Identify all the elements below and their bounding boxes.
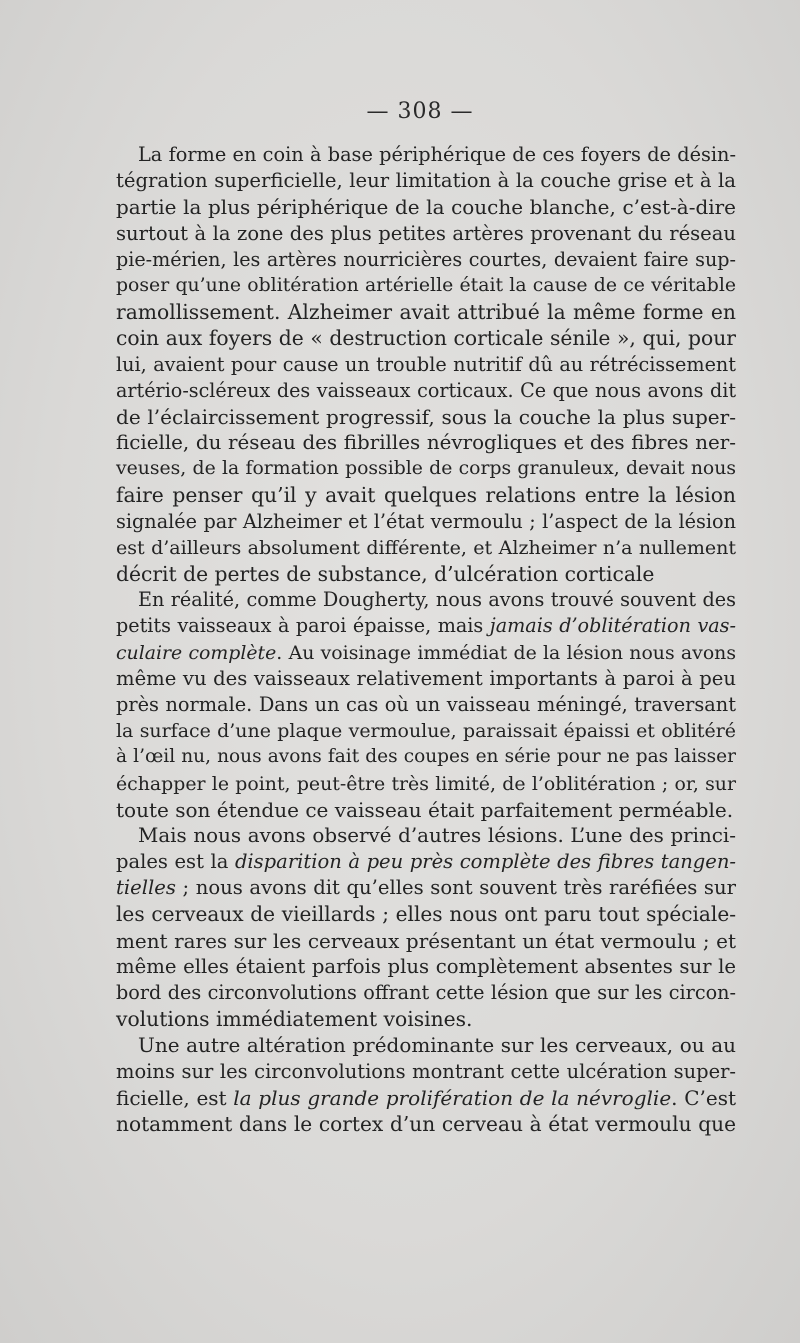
text-line [116, 823, 736, 849]
text-segment: ficielle, du réseau des fibrilles névrogliques et des fibres ner- [116, 431, 736, 455]
text-segment: poser qu’une oblitération artérielle était la cause de ce véritable [116, 274, 736, 296]
text-segment: surtout à la zone des plus petites artères provenant du réseau [116, 221, 736, 245]
text-segment: tégration superficielle, leur limitation à la couche grise et à la [116, 169, 736, 193]
text-segment: la surface d’une plaque vermoulue, paraissait épaissi et oblitéré [116, 720, 736, 743]
text-segment: ramollissement. Alzheimer avait attribué la même forme en [116, 300, 736, 325]
text-line [116, 378, 736, 404]
text-line [116, 509, 736, 535]
text-line [116, 1111, 736, 1137]
text-segment: En réalité, comme Dougherty, nous avons trouvé souvent des [138, 588, 736, 612]
text-line [116, 194, 736, 220]
text-line [116, 587, 736, 613]
text-segment: . C’est [671, 1085, 736, 1110]
text-segment: même vu des vaisseaux relativement importants à paroi à peu [116, 666, 736, 690]
text-segment: Mais nous avons observé d’autres lésions. L’une des princi- [138, 823, 736, 847]
text-segment: coin aux foyers de « destruction corticale sénile », qui, pour [116, 326, 736, 351]
text-segment: volutions immédiatement voisines. [116, 1007, 473, 1032]
text-line [116, 1032, 736, 1058]
text-segment: La forme en coin à base périphérique de ces foyers de désin- [138, 143, 736, 166]
text-line [116, 771, 736, 797]
text-line [116, 142, 736, 168]
text-line [116, 901, 736, 927]
text-segment: moins sur les circonvolutions montrant cette ulcération super- [116, 1059, 736, 1083]
text-line [116, 404, 736, 430]
italic-text: tielles [116, 876, 176, 900]
text-segment: décrit de pertes de substance, d’ulcération corticale [116, 562, 655, 586]
body-text [116, 142, 736, 1137]
text-line [116, 456, 736, 482]
text-line [116, 744, 736, 770]
text-line [116, 640, 736, 666]
text-line [116, 482, 736, 508]
text-line [116, 325, 736, 351]
text-line [116, 299, 736, 325]
text-line [116, 718, 736, 744]
text-line [116, 875, 736, 901]
text-segment: Une autre altération prédominante sur les cerveaux, ou au [138, 1033, 736, 1058]
italic-text: culaire complète [116, 641, 277, 664]
text-line [116, 797, 736, 823]
text-segment: faire penser qu’il y avait quelques relations entre la lésion [116, 483, 736, 508]
text-segment: petits vaisseaux à paroi épaisse, mais [116, 614, 490, 638]
italic-text: la plus grande prolifération de la névroglie [233, 1085, 672, 1110]
text-line [116, 928, 736, 954]
text-segment: partie la plus périphérique de la couche blanche, c’est-à-dire [116, 195, 736, 220]
text-line [116, 221, 736, 247]
text-segment: près normale. Dans un cas où un vaisseau méningé, traversant [116, 692, 736, 716]
page-number: — 308 — [366, 99, 474, 124]
text-segment: veuses, de la formation possible de corps granuleux, devait nous [116, 458, 736, 480]
text-segment: signalée par Alzheimer et l’état vermoulu ; l’aspect de la lésion [116, 509, 736, 533]
text-line [116, 561, 736, 587]
text-segment: à l’œil nu, nous avons fait des coupes en série pour ne pas laisser [116, 746, 736, 768]
text-segment: pie-mérien, les artères nourricières courtes, devaient faire sup- [116, 247, 736, 271]
text-line [116, 980, 736, 1006]
text-segment: artério-scléreux des vaisseaux corticaux. Ce que nous avons dit [116, 378, 736, 402]
text-segment: même elles étaient parfois plus complètement absentes sur le [116, 954, 736, 978]
text-segment: bord des circonvolutions offrant cette lésion que sur les circon- [116, 981, 736, 1004]
text-segment: pales est la [116, 850, 235, 874]
text-segment: de l’éclaircissement progressif, sous la couche la plus super- [116, 404, 736, 429]
text-segment: échapper le point, peut-être très limité, de l’oblitération ; or, sur [116, 772, 736, 795]
text-line [116, 168, 736, 194]
text-line [116, 247, 736, 273]
text-line [116, 1006, 736, 1032]
text-line [116, 430, 736, 456]
text-line [116, 613, 736, 639]
text-line [116, 1085, 736, 1111]
text-line [116, 849, 736, 875]
text-segment: ment rares sur les cerveaux présentant un état vermoulu ; et [116, 928, 736, 953]
text-line [116, 954, 736, 980]
italic-text: jamais d’oblitération vas- [489, 614, 736, 638]
text-segment: notamment dans le cortex d’un cerveau à état vermoulu que [116, 1111, 736, 1136]
text-line [116, 352, 736, 378]
text-line [116, 1059, 736, 1085]
italic-text: disparition à peu près complète des fibres tangen- [234, 850, 736, 874]
text-segment: lui, avaient pour cause un trouble nutritif dû au rétrécissement [116, 352, 736, 376]
text-segment: . Au voisinage immédiat de la lésion nous avons [276, 641, 736, 664]
text-segment: ; nous avons dit qu’elles sont souvent très raréfiées sur [175, 876, 736, 900]
text-segment: toute son étendue ce vaisseau était parfaitement perméable. [116, 797, 734, 822]
text-line [116, 273, 736, 299]
text-line [116, 666, 736, 692]
text-segment: est d’ailleurs absolument différente, et Alzheimer n’a nullement [116, 536, 736, 559]
text-line [116, 692, 736, 718]
text-line [116, 535, 736, 561]
text-segment: ficielle, est [116, 1085, 234, 1110]
text-segment: les cerveaux de vieillards ; elles nous ont paru tout spéciale- [116, 902, 736, 927]
